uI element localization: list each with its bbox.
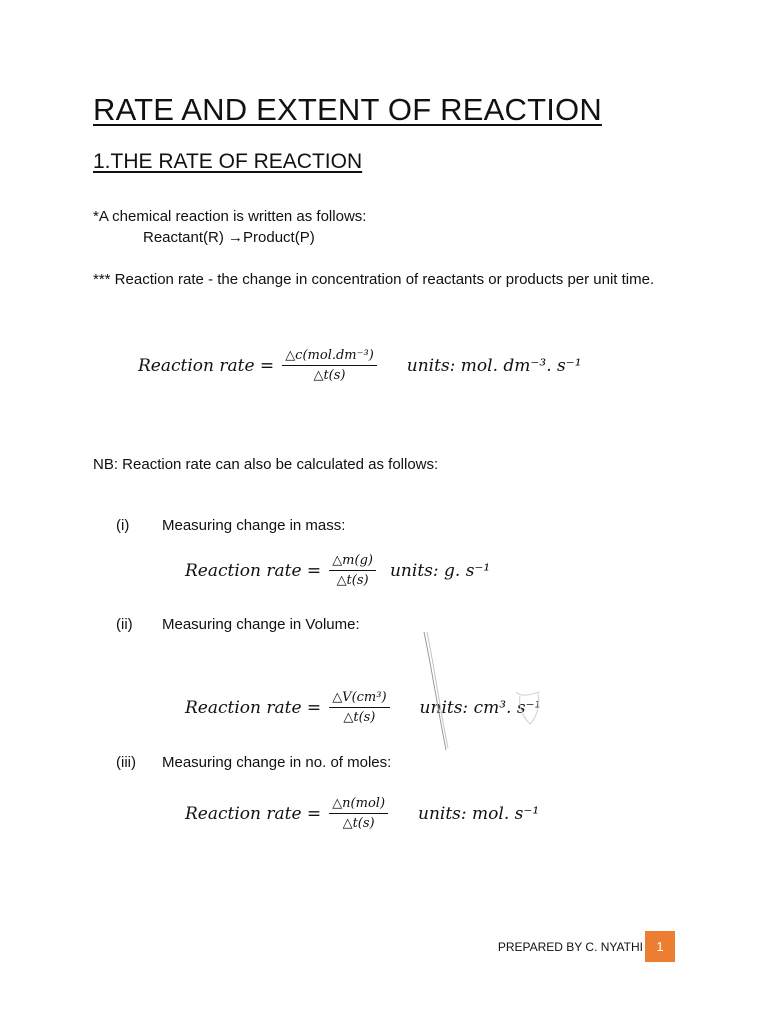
intro-text: *A chemical reaction is written as follows: [93, 208, 367, 225]
formula-units: units: mol. dm⁻³. s⁻¹ [406, 355, 582, 376]
formula-lhs: Reaction rate = [185, 803, 322, 824]
footer-prepared-by: PREPARED BY C. NYATHI [497, 940, 643, 954]
formula-numerator: △c(mol.dm⁻³) [282, 348, 377, 366]
list-item-volume: Measuring change in Volume: [162, 616, 360, 633]
formula-units: units: mol. s⁻¹ [418, 803, 540, 824]
formula-numerator: △V(cm³) [329, 690, 389, 708]
formula-volume [185, 690, 541, 725]
list-marker: (i) [116, 517, 130, 534]
reaction-equation: Reactant(R) →Product(P) [143, 229, 315, 246]
nb-text: NB: Reaction rate can also be calculated as follows: [93, 456, 439, 473]
formula-lhs: Reaction rate = [185, 697, 322, 718]
list-marker: (iii) [116, 754, 136, 771]
formula-fraction [329, 796, 388, 831]
list-marker: (ii) [116, 616, 133, 633]
formula-lhs: Reaction rate = [138, 355, 275, 376]
formula-denominator: △t(s) [313, 368, 346, 383]
formula-denominator: △t(s) [342, 816, 375, 831]
formula-fraction [329, 690, 389, 725]
page-number-badge: 1 [645, 931, 675, 962]
formula-lhs: Reaction rate = [185, 560, 322, 581]
definition-text: *** Reaction rate - the change in concentration of reactants or products per unit time. [93, 271, 655, 288]
page-title: RATE AND EXTENT OF REACTION [93, 92, 602, 127]
formula-numerator: △m(g) [329, 553, 376, 571]
list-item-moles: Measuring change in no. of moles: [162, 754, 392, 771]
pen-scribble-mark [510, 688, 550, 728]
formula-fraction [329, 553, 376, 588]
formula-mass [185, 553, 490, 588]
formula-concentration [138, 348, 582, 383]
formula-fraction [282, 348, 377, 383]
pen-stroke-mark [420, 630, 460, 755]
formula-numerator: △n(mol) [329, 796, 388, 814]
formula-moles [185, 796, 539, 831]
list-item-mass: Measuring change in mass: [162, 517, 346, 534]
formula-units: units: g. s⁻¹ [389, 560, 491, 581]
formula-denominator: △t(s) [336, 573, 369, 588]
formula-denominator: △t(s) [343, 710, 376, 725]
formula-units: units: cm³. s⁻¹ [419, 697, 542, 718]
section-heading: 1.THE RATE OF REACTION [93, 150, 363, 173]
